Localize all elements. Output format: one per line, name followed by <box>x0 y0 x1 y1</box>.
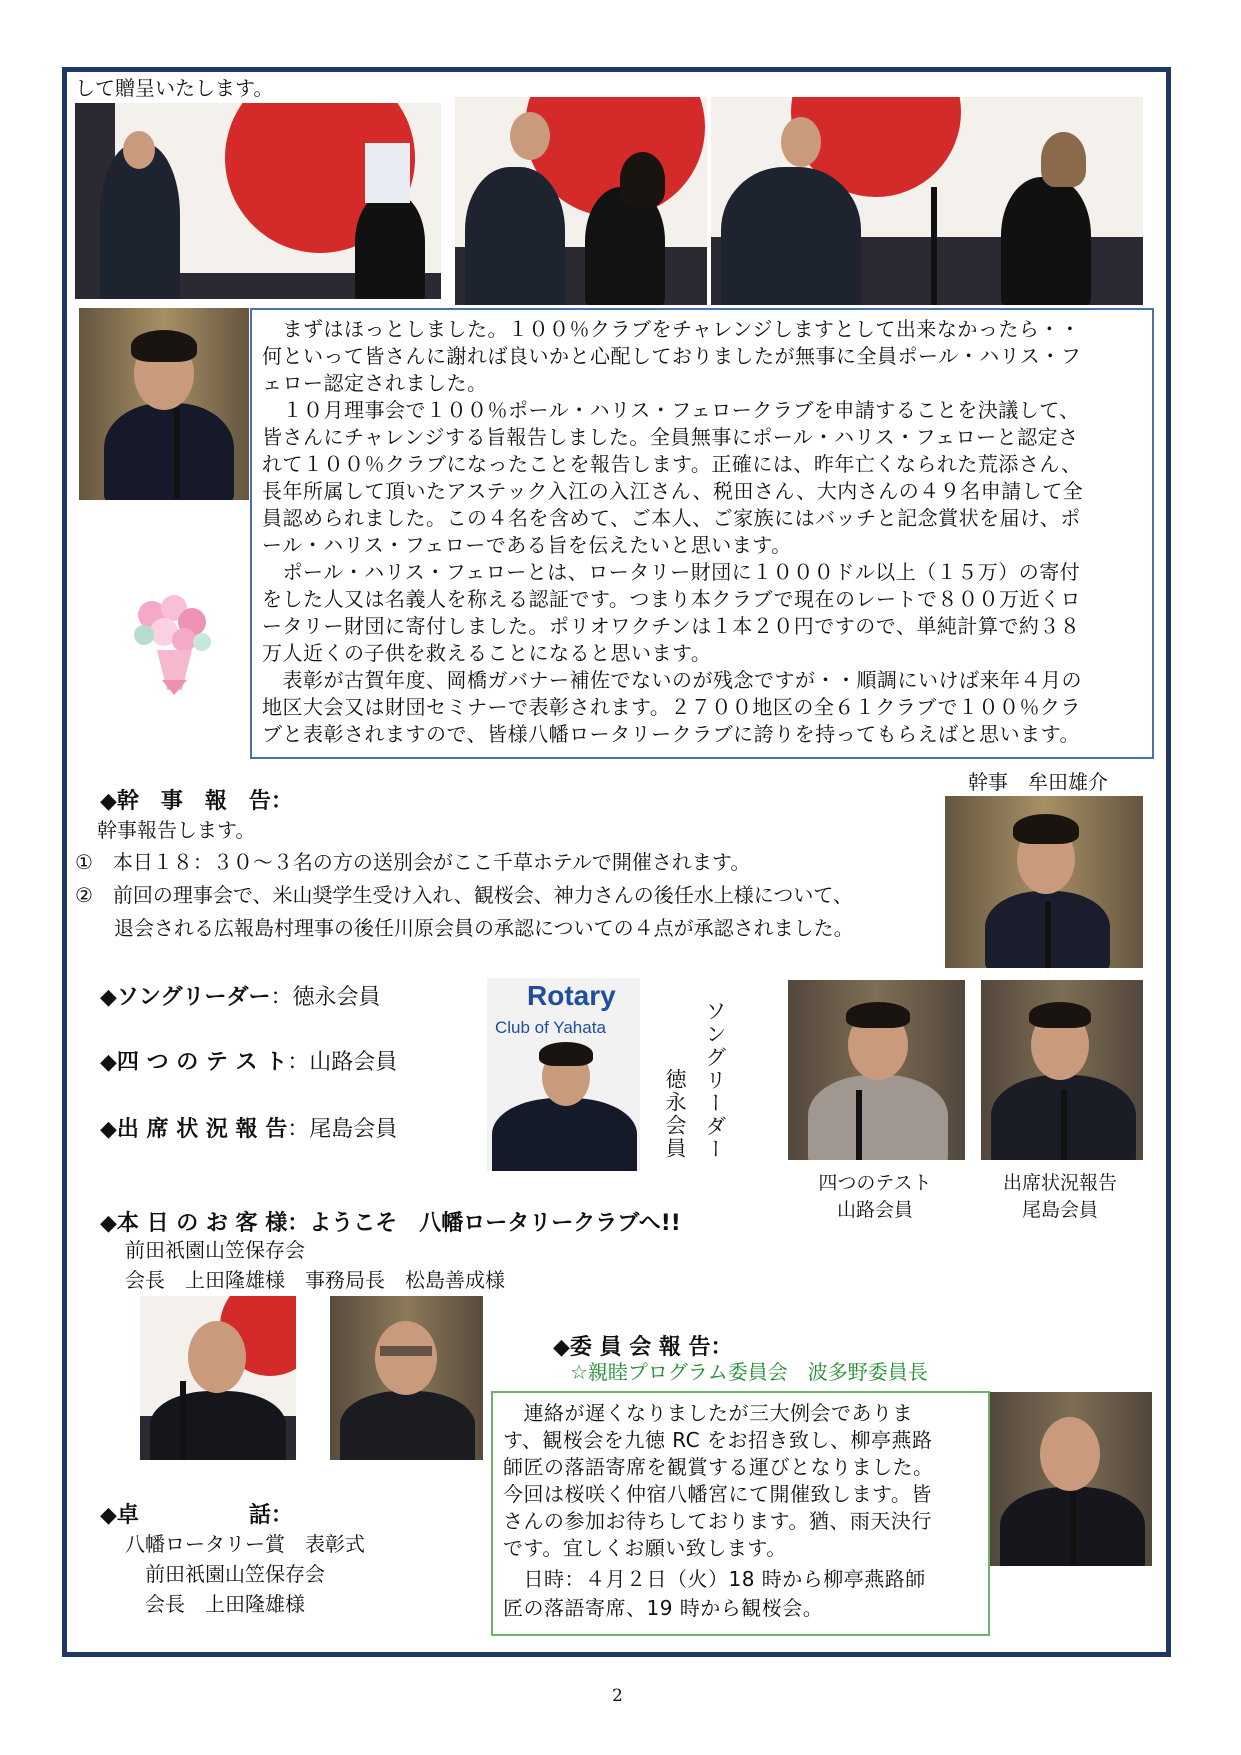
award-presentation-photo-3 <box>711 97 1143 305</box>
guests-names: 会長 上田隆雄様 事務局長 松島善成様 <box>125 1268 505 1292</box>
committee-line: す、観桜会を九徳 RC をお招き致し、柳亭燕路 <box>503 1428 933 1452</box>
remarks-line: ータリー財団に寄付しました。ポリオワクチンは１本２０円ですので、単純計算で約３８ <box>262 614 1081 638</box>
remarks-line: 長年所属して頂いたアステック入江の入江さん、税田さん、大内さんの４９名申請して全 <box>262 479 1084 503</box>
secretary-item-1: ① 本日１８：３０～３名の方の送別会がここ千草ホテルで開催されます。 <box>75 850 751 874</box>
committee-subheading: ☆親睦プログラム委員会 波多野委員長 <box>570 1360 928 1384</box>
four-tests-caption-title: 四つのテスト <box>818 1172 932 1194</box>
attendance-photo <box>981 980 1143 1160</box>
secretary-item-2-continued: 退会される広報島村理事の後任川原会員の承認についての４点が承認されました。 <box>114 916 854 940</box>
committee-line: 師匠の落語寄席を観賞する運びとなりました。 <box>503 1455 934 1479</box>
song-leader-value: ：徳永会員 <box>270 985 381 1010</box>
committee-chair-photo <box>990 1392 1152 1566</box>
committee-line: さんの参加お待ちしております。猶、雨天決行 <box>503 1509 932 1533</box>
committee-line: 匠の落語寄席、19 時から観桜会。 <box>503 1596 824 1620</box>
guests-organization: 前田祇園山笠保存会 <box>125 1238 305 1262</box>
table-talk-heading: ◆卓 話： <box>100 1503 293 1528</box>
attendance-caption <box>985 1168 1135 1222</box>
song-leader-photo <box>487 978 640 1171</box>
song-leader-label: ◆ソングリーダー <box>100 985 271 1010</box>
rotary-club-text: Club of Yahata <box>495 1018 606 1037</box>
remarks-line: ール・ハリス・フェローである旨を伝えたいと思います。 <box>262 533 792 557</box>
attendance-caption-title: 出席状況報告 <box>1002 1172 1117 1194</box>
guests-heading: ◆本 日 の お 客 様：ようこそ 八幡ロータリークラブへ!! <box>100 1211 681 1236</box>
committee-line: 日時：４月２日（火）18 時から柳亭燕路師 <box>503 1567 926 1591</box>
rotary-logo-text: Rotary <box>527 980 616 1011</box>
four-tests-role <box>100 1045 397 1076</box>
attendance-role <box>100 1112 397 1143</box>
table-talk-line-3: 会長 上田隆雄様 <box>125 1592 305 1616</box>
remarks-line: 皆さんにチャレンジする旨報告しました。全員無事にポール・ハリス・フェローと認定さ <box>262 425 1079 449</box>
remarks-line: １０月理事会で１００％ポール・ハリス・フェロークラブを申請することを決議して、 <box>262 398 1080 422</box>
table-talk-line-1: 八幡ロータリー賞 表彰式 <box>125 1532 365 1556</box>
secretary-report-heading: ◆幹 事 報 告： <box>100 789 293 814</box>
award-presentation-photo-2 <box>455 97 707 305</box>
committee-line: です。宜しくお願い致します。 <box>503 1536 787 1560</box>
committee-line: 今回は桜咲く仲宿八幡宮にて開催致します。皆 <box>503 1482 932 1506</box>
four-tests-photo <box>788 980 965 1160</box>
intro-text: して贈呈いたします。 <box>75 76 274 100</box>
remarks-line: ェロー認定されました。 <box>262 371 488 395</box>
remarks-line: 地区大会又は財団セミナーで表彰されます。２７００地区の全６１クラブで１００％クラ <box>262 695 1081 719</box>
page-number: 2 <box>612 1686 623 1706</box>
remarks-line: 何といって皆さんに謝れば良いかと心配しておりましたが無事に全員ポール・ハリス・フ <box>262 344 1082 368</box>
secretary-intro: 幹事報告します。 <box>97 818 256 842</box>
remarks-line: 員認められました。この４名を含めて、ご本人、ご家族にはバッチと記念賞状を届け、ポ <box>262 506 1081 530</box>
guest-chairman-photo <box>140 1296 296 1460</box>
attendance-caption-name: 尾島会員 <box>1021 1199 1098 1221</box>
secretary-item-2: ② 前回の理事会で、米山奨学生受け入れ、観桜会、神力さんの後任水上様について、 <box>75 883 853 907</box>
four-tests-value: ：山路会員 <box>287 1050 398 1075</box>
secretary-caption: 幹事 牟田雄介 <box>968 770 1108 794</box>
song-leader-vertical-title: ソングリーダー <box>703 1000 727 1161</box>
four-tests-label: ◆四 つ の テ ス ト <box>100 1050 288 1075</box>
four-tests-caption-name: 山路会員 <box>836 1199 913 1221</box>
award-presentation-photo-1 <box>75 103 441 299</box>
guest-secretary-photo <box>330 1296 483 1460</box>
attendance-value: ：尾島会員 <box>287 1117 398 1142</box>
remarks-line: 表彰が古賀年度、岡橋ガバナー補佐でないのが残念ですが・・順調にいけば来年４月の <box>262 668 1082 692</box>
president-speaking-photo <box>79 308 249 500</box>
song-leader-vertical-name: 徳永会員 <box>663 1068 687 1160</box>
committee-report-heading: ◆委 員 会 報 告： <box>553 1335 733 1360</box>
remarks-line: ブと表彰されますので、皆様八幡ロータリークラブに誇りを持ってもらえばと思います。 <box>262 722 1080 746</box>
committee-line: 連絡が遅くなりましたが三大例会でありま <box>503 1401 913 1425</box>
remarks-line: 万人近くの子供を救えることになると思います。 <box>262 641 712 665</box>
remarks-line: まずはほっとしました。１００％クラブをチャレンジしますとして出来なかったら・・ <box>262 317 1081 341</box>
remarks-line: ポール・ハリス・フェローとは、ロータリー財団に１０００ドル以上（１５万）の寄付 <box>262 560 1081 584</box>
four-tests-caption <box>800 1168 950 1222</box>
song-leader-role <box>100 980 381 1011</box>
secretary-photo <box>945 796 1143 968</box>
remarks-line: れて１００％クラブになったことを報告します。正確には、昨年亡くなられた荒添さん、 <box>262 452 1082 476</box>
flower-bouquet-icon <box>112 580 232 700</box>
remarks-line: をした人又は名義人を称える認証です。つまり本クラブで現在のレートで８００万近くロ <box>262 587 1081 611</box>
table-talk-line-2: 前田祇園山笠保存会 <box>125 1562 325 1586</box>
attendance-label: ◆出 席 状 況 報 告 <box>100 1117 288 1142</box>
